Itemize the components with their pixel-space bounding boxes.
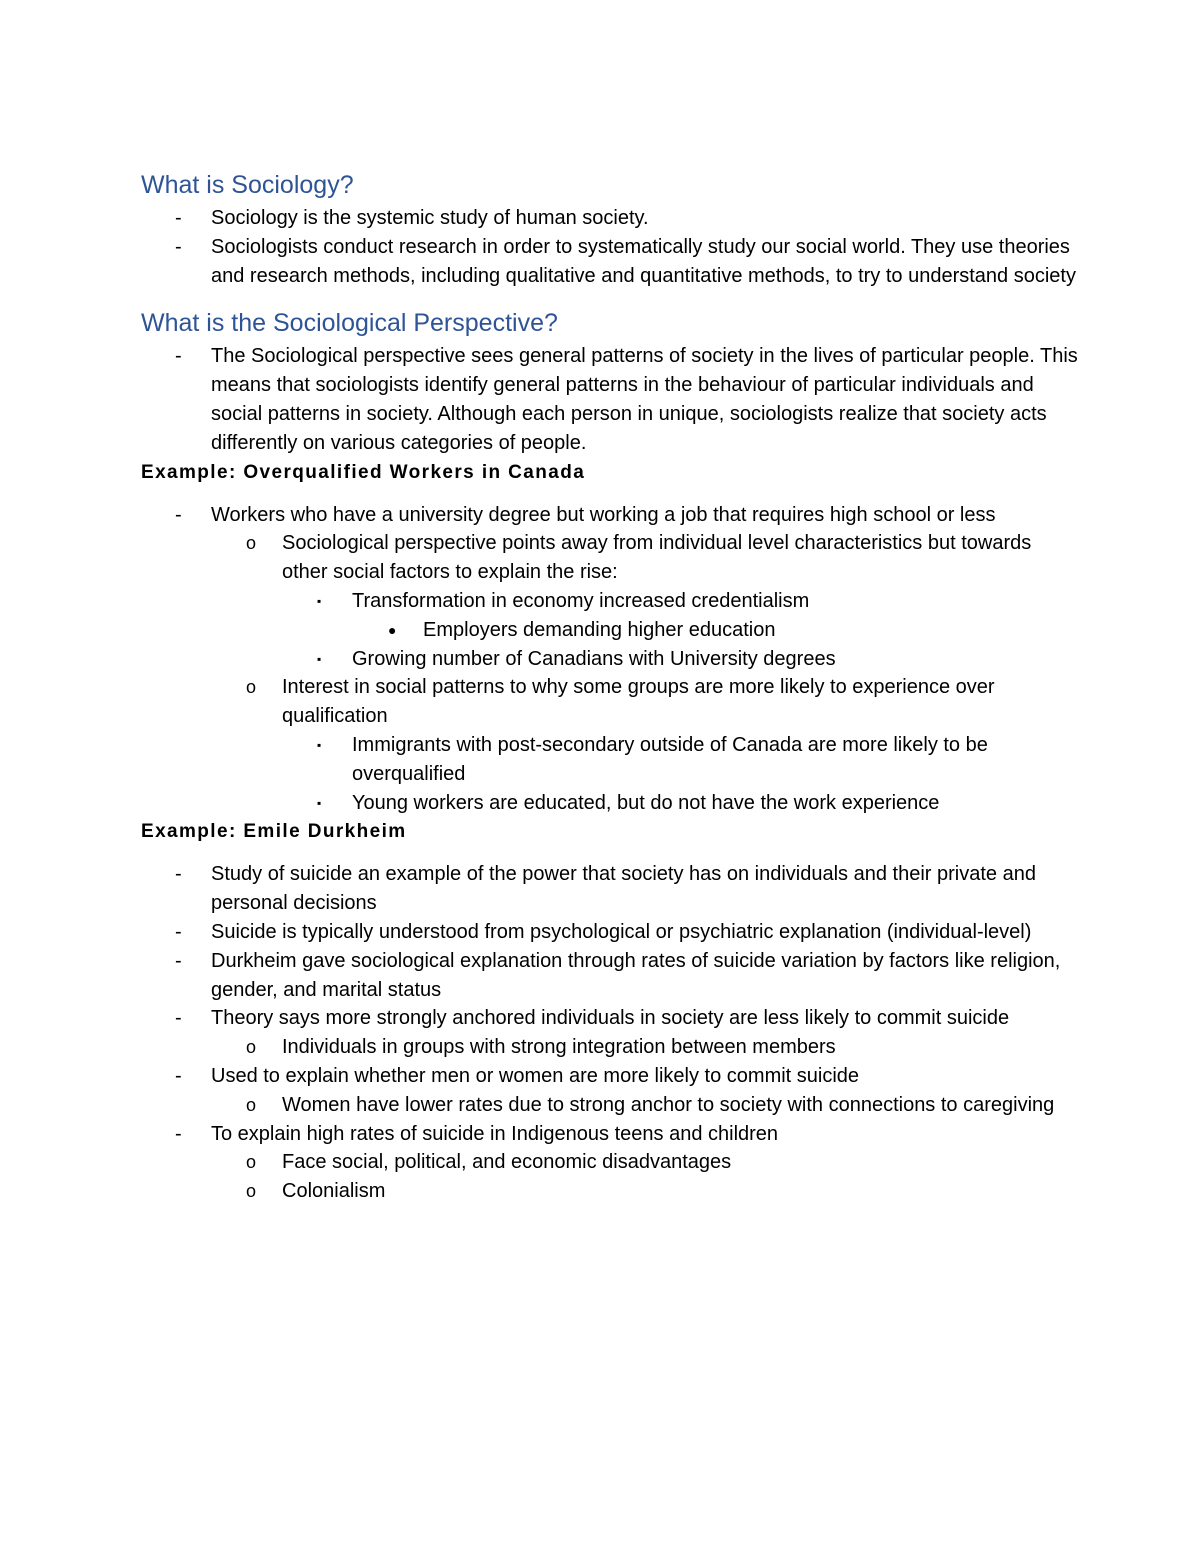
list-item: - The Sociological perspective sees general patterns of society in the lives of particular people. This means that sociologists identify general patterns in the behaviour of particular individuals and social patterns in society. Although each person in unique, sociologists realize that society acts differently on various categories of people. <box>141 342 1081 457</box>
dash-marker: - <box>175 863 182 886</box>
list-item: o Women have lower rates due to strong anchor to society with connections to caregiving <box>141 1091 1081 1120</box>
dash-marker: - <box>175 920 182 943</box>
circle-bullet-icon: o <box>246 1094 257 1115</box>
circle-bullet-icon: o <box>246 1181 257 1202</box>
circle-bullet-icon: o <box>246 677 257 698</box>
dash-marker: - <box>175 949 182 972</box>
list-item: ● Employers demanding higher education <box>141 616 1081 645</box>
list-item: o Individuals in groups with strong integration between members <box>141 1033 1081 1062</box>
list-item: ▪ Growing number of Canadians with University degrees <box>141 645 1081 674</box>
list-item: - Workers who have a university degree but working a job that requires high school or less <box>141 501 1081 530</box>
list-item: o Face social, political, and economic disadvantages <box>141 1148 1081 1177</box>
dash-marker: - <box>175 207 182 229</box>
document-content <box>141 166 1081 1206</box>
dash-marker: - <box>175 1064 182 1087</box>
list-item: ▪ Transformation in economy increased credentialism <box>141 587 1081 616</box>
square-bullet-icon: ▪ <box>317 795 322 810</box>
square-bullet-icon: ▪ <box>317 737 322 752</box>
dash-marker: - <box>175 1007 182 1030</box>
heading-what-is-sociology: What is Sociology? <box>141 171 354 199</box>
dot-bullet-icon: ● <box>388 621 397 638</box>
list-item: - To explain high rates of suicide in Indigenous teens and children <box>141 1120 1081 1149</box>
square-bullet-icon: ▪ <box>317 651 322 666</box>
list-item: o Sociological perspective points away from individual level characteristics but towards other social factors to explain the rise: <box>141 529 1081 587</box>
list-item: ▪ Immigrants with post-secondary outside of Canada are more likely to be overqualified <box>141 731 1081 789</box>
list-item: ▪ Young workers are educated, but do not have the work experience <box>141 789 1081 818</box>
list-item: - Durkheim gave sociological explanation through rates of suicide variation by factors like religion, gender, and marital status <box>141 947 1081 1005</box>
list-item: - Study of suicide an example of the power that society has on individuals and their private and personal decisions <box>141 860 1081 918</box>
list-item: - Used to explain whether men or women are more likely to commit suicide <box>141 1062 1081 1091</box>
dash-marker: - <box>175 503 182 526</box>
list-item: o Interest in social patterns to why some groups are more likely to experience over qualification <box>141 673 1081 731</box>
circle-bullet-icon: o <box>246 533 257 554</box>
list-item: - Suicide is typically understood from psychological or psychiatric explanation (individual-level) <box>141 918 1081 947</box>
circle-bullet-icon: o <box>246 1152 257 1173</box>
heading-sociological-perspective: What is the Sociological Perspective? <box>141 309 558 338</box>
example-heading-durkheim: Example: Emile Durkheim <box>141 821 407 843</box>
list-item: o Colonialism <box>141 1177 1081 1206</box>
dash-marker: - <box>175 345 182 368</box>
dash-marker: - <box>175 235 182 258</box>
list-item: - Sociologists conduct research in order to systematically study our social world. They use theories and research methods, including qualitative and quantitative methods, to try to understand society <box>141 233 1081 291</box>
square-bullet-icon: ▪ <box>317 593 322 608</box>
dash-marker: - <box>175 1122 182 1145</box>
list-item: - Sociology is the systemic study of human society. <box>141 204 1081 233</box>
example-heading-overqualified-workers: Example: Overqualified Workers in Canada <box>141 461 586 483</box>
list-item: - Theory says more strongly anchored individuals in society are less likely to commit suicide <box>141 1004 1081 1033</box>
circle-bullet-icon: o <box>246 1037 257 1058</box>
